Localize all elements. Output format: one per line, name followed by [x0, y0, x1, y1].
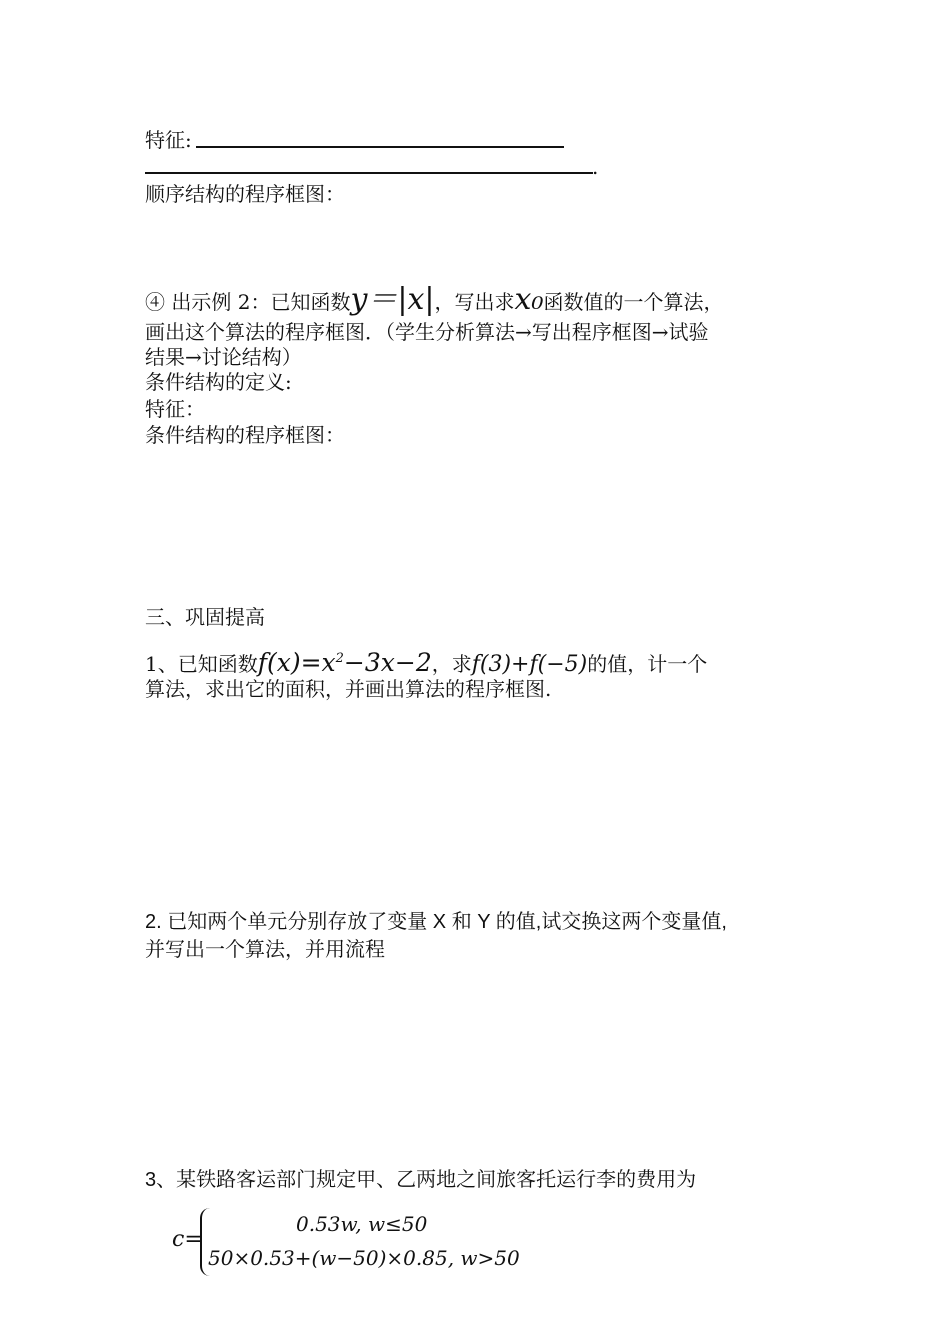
- blank-line-1: [196, 146, 564, 148]
- question-1-prefix: 1、已知函数: [145, 652, 258, 676]
- question-1-suffix: 的值，计一个: [587, 652, 708, 676]
- question-1-exponent: 2: [335, 651, 344, 666]
- cond-flowchart-heading: 条件结构的程序框图：: [145, 423, 345, 447]
- question-2-line-1: 2. 已知两个单元分别存放了变量 X 和 Y 的值,试交换这两个变量值,: [145, 911, 727, 933]
- section-3-heading: 三、巩固提高: [145, 605, 265, 629]
- example-2-line-2: 画出这个算法的程序框图．（学生分析算法→写出程序框图→试验: [145, 320, 709, 344]
- cond-feature-heading: 特征：: [145, 397, 205, 421]
- piecewise-c-label: c=: [172, 1227, 203, 1252]
- blank-line-end: .: [592, 155, 599, 179]
- example-2-x0: x₀: [514, 282, 544, 317]
- feature-label: 特征:: [145, 128, 192, 152]
- cond-definition-heading: 条件结构的定义:: [145, 370, 292, 394]
- example-2-line-3: 结果→讨论结构）: [145, 345, 302, 369]
- piecewise-case-1: 0.53w, w≤50: [296, 1212, 428, 1236]
- example-2-formula: y＝|x|: [350, 282, 435, 317]
- question-1-formula-b: −3x−2: [343, 648, 432, 677]
- question-1-line-1: [145, 647, 707, 677]
- piecewise-case-2: 50×0.53+(w−50)×0.85, w>50: [208, 1246, 520, 1270]
- question-1-line-2: 算法，求出它的面积，并画出算法的程序框图.: [145, 677, 552, 701]
- seq-flowchart-heading: 顺序结构的程序框图：: [145, 182, 345, 206]
- example-2-middle: ，写出求: [434, 290, 515, 314]
- example-2-line-1: [145, 282, 724, 317]
- question-1-middle: ，求: [431, 652, 472, 676]
- question-1-formula-a: f(x)=x: [257, 648, 336, 677]
- blank-line-2: [145, 172, 593, 174]
- example-2-suffix: 函数值的一个算法，: [543, 290, 724, 314]
- example-2-prefix: ④ 出示例 2：已知函数: [145, 290, 351, 314]
- question-3-line-1: 3、某铁路客运部门规定甲、乙两地之间旅客托运行李的费用为: [145, 1169, 697, 1191]
- question-2-line-2: 并写出一个算法，并用流程: [145, 937, 385, 961]
- question-1-formula: [258, 648, 432, 677]
- question-1-expression: f(3)+f(−5): [471, 652, 588, 677]
